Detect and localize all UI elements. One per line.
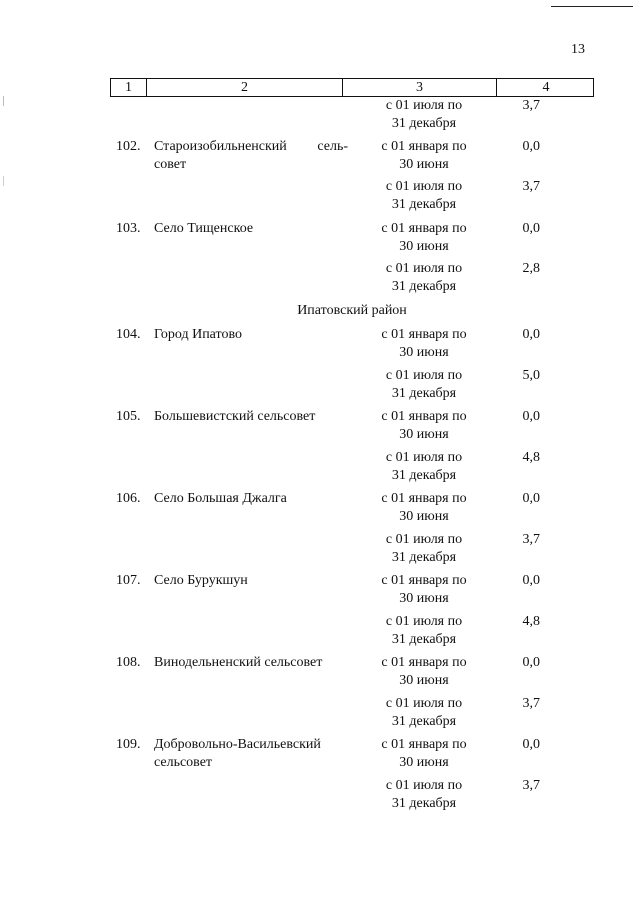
settlement-name: Город Ипатово [154,327,242,342]
settlement-name [154,531,352,572]
settlement-name: Село Бурукшун [154,573,248,588]
table-row [110,178,594,220]
rate-value: 3,7 [522,179,540,194]
period-cell [352,490,496,531]
period-line-2: 31 декабря [391,386,457,401]
period-line-2: 30 июня [399,509,449,524]
period-line-2: 31 декабря [391,197,457,212]
period-cell [352,654,496,695]
period-line-2: 31 декабря [391,796,457,811]
period-line-2: 30 июня [399,591,449,606]
period-cell [352,572,496,613]
table-row [110,408,594,449]
row-number [110,178,154,220]
row-number [110,449,154,490]
settlement-name [154,367,352,408]
period-line-2: 30 июня [399,755,449,770]
row-number [110,695,154,736]
settlement-name: Село Большая Джалга [154,491,287,506]
row-number [110,777,154,818]
rate-value: 3,7 [522,532,540,547]
row-number [110,367,154,408]
period-cell [352,220,496,260]
period-line-2: 31 декабря [391,468,457,483]
settlement-name [154,613,352,654]
period-line-1: с 01 июля по [385,450,463,465]
period-line-2: 30 июня [399,345,449,360]
row-number [110,531,154,572]
district-heading: Ипатовский район [297,303,407,318]
row-number [110,97,154,138]
settlement-name [154,97,352,138]
period-line-1: с 01 июля по [385,261,463,276]
period-cell [352,97,496,138]
row-number: 107. [116,573,141,588]
rate-value: 0,0 [522,327,540,342]
settlement-name [154,695,352,736]
rate-value: 0,0 [522,737,540,752]
table-row [110,572,594,613]
rate-value: 0,0 [522,491,540,506]
row-number: 104. [116,327,141,342]
period-line-2: 31 декабря [391,550,457,565]
period-line-1: с 01 января по [381,409,467,424]
settlement-name [154,449,352,490]
column-header-3: 3 [343,79,497,96]
row-number: 105. [116,409,141,424]
period-cell [352,138,496,178]
period-line-2: 30 июня [399,157,449,172]
column-header-1: 1 [111,79,147,96]
table-row [110,260,594,302]
period-line-2: 30 июня [399,239,449,254]
rate-value: 0,0 [522,655,540,670]
period-cell [352,449,496,490]
settlement-name: Добровольно-Васильевский сельсовет [154,737,321,770]
rate-value: 0,0 [522,573,540,588]
period-cell [352,531,496,572]
period-line-1: с 01 июля по [385,778,463,793]
rate-value: 0,0 [522,409,540,424]
table-row [110,531,594,572]
period-line-1: с 01 июля по [385,532,463,547]
rate-value: 4,8 [522,450,540,465]
rate-value: 3,7 [522,98,540,113]
period-line-2: 30 июня [399,427,449,442]
period-line-1: с 01 июля по [385,696,463,711]
column-header-2: 2 [147,79,343,96]
rate-value: 0,0 [522,221,540,236]
period-cell [352,367,496,408]
period-line-1: с 01 июля по [385,368,463,383]
table-row [110,97,594,138]
row-number: 108. [116,655,141,670]
settlement-name: Староизобильненский сель-совет [154,139,348,172]
period-line-1: с 01 января по [381,573,467,588]
table-row [110,695,594,736]
table-row [110,326,594,367]
period-line-1: с 01 января по [381,737,467,752]
row-number [110,260,154,302]
table-row [110,490,594,531]
settlement-name [154,777,352,818]
table-row [110,367,594,408]
settlement-name [154,178,352,220]
period-line-1: с 01 января по [381,327,467,342]
margin-mark [3,96,4,106]
row-number: 106. [116,491,141,506]
period-cell [352,695,496,736]
period-line-1: с 01 июля по [385,614,463,629]
period-cell [352,178,496,220]
settlement-name: Винодельненский сельсовет [154,655,323,670]
period-line-1: с 01 июля по [385,179,463,194]
table-row [110,777,594,818]
table-row [110,613,594,654]
table-row [110,654,594,695]
table-row [110,138,594,178]
period-line-2: 31 декабря [391,714,457,729]
rate-value: 4,8 [522,614,540,629]
table-row [110,220,594,260]
row-number: 102. [116,139,141,154]
table-header [110,78,594,97]
top-rule [551,6,633,7]
period-line-2: 30 июня [399,673,449,688]
margin-mark [3,176,4,186]
row-number [110,613,154,654]
period-line-2: 31 декабря [391,279,457,294]
period-cell [352,736,496,777]
row-number: 109. [116,737,141,752]
period-cell [352,326,496,367]
period-line-1: с 01 января по [381,221,467,236]
page-number: 13 [571,42,585,57]
table-row [110,449,594,490]
rate-value: 0,0 [522,139,540,154]
period-cell [352,260,496,302]
rate-value: 3,7 [522,696,540,711]
settlement-name [154,260,352,302]
column-header-4: 4 [542,80,550,95]
settlement-name: Село Тищенское [154,221,254,236]
period-line-2: 31 декабря [391,632,457,647]
rate-value: 3,7 [522,778,540,793]
period-cell [352,777,496,818]
rate-value: 2,8 [522,261,540,276]
settlement-name: Большевистский сельсовет [154,409,316,424]
period-line-1: с 01 января по [381,491,467,506]
period-line-1: с 01 января по [381,655,467,670]
period-cell [352,408,496,449]
period-cell [352,613,496,654]
table-body [110,97,594,818]
period-line-1: с 01 января по [381,139,467,154]
period-line-2: 31 декабря [391,116,457,131]
table-row [110,736,594,777]
rate-value: 5,0 [522,368,540,383]
period-line-1: с 01 июля по [385,98,463,113]
row-number: 103. [116,221,141,236]
